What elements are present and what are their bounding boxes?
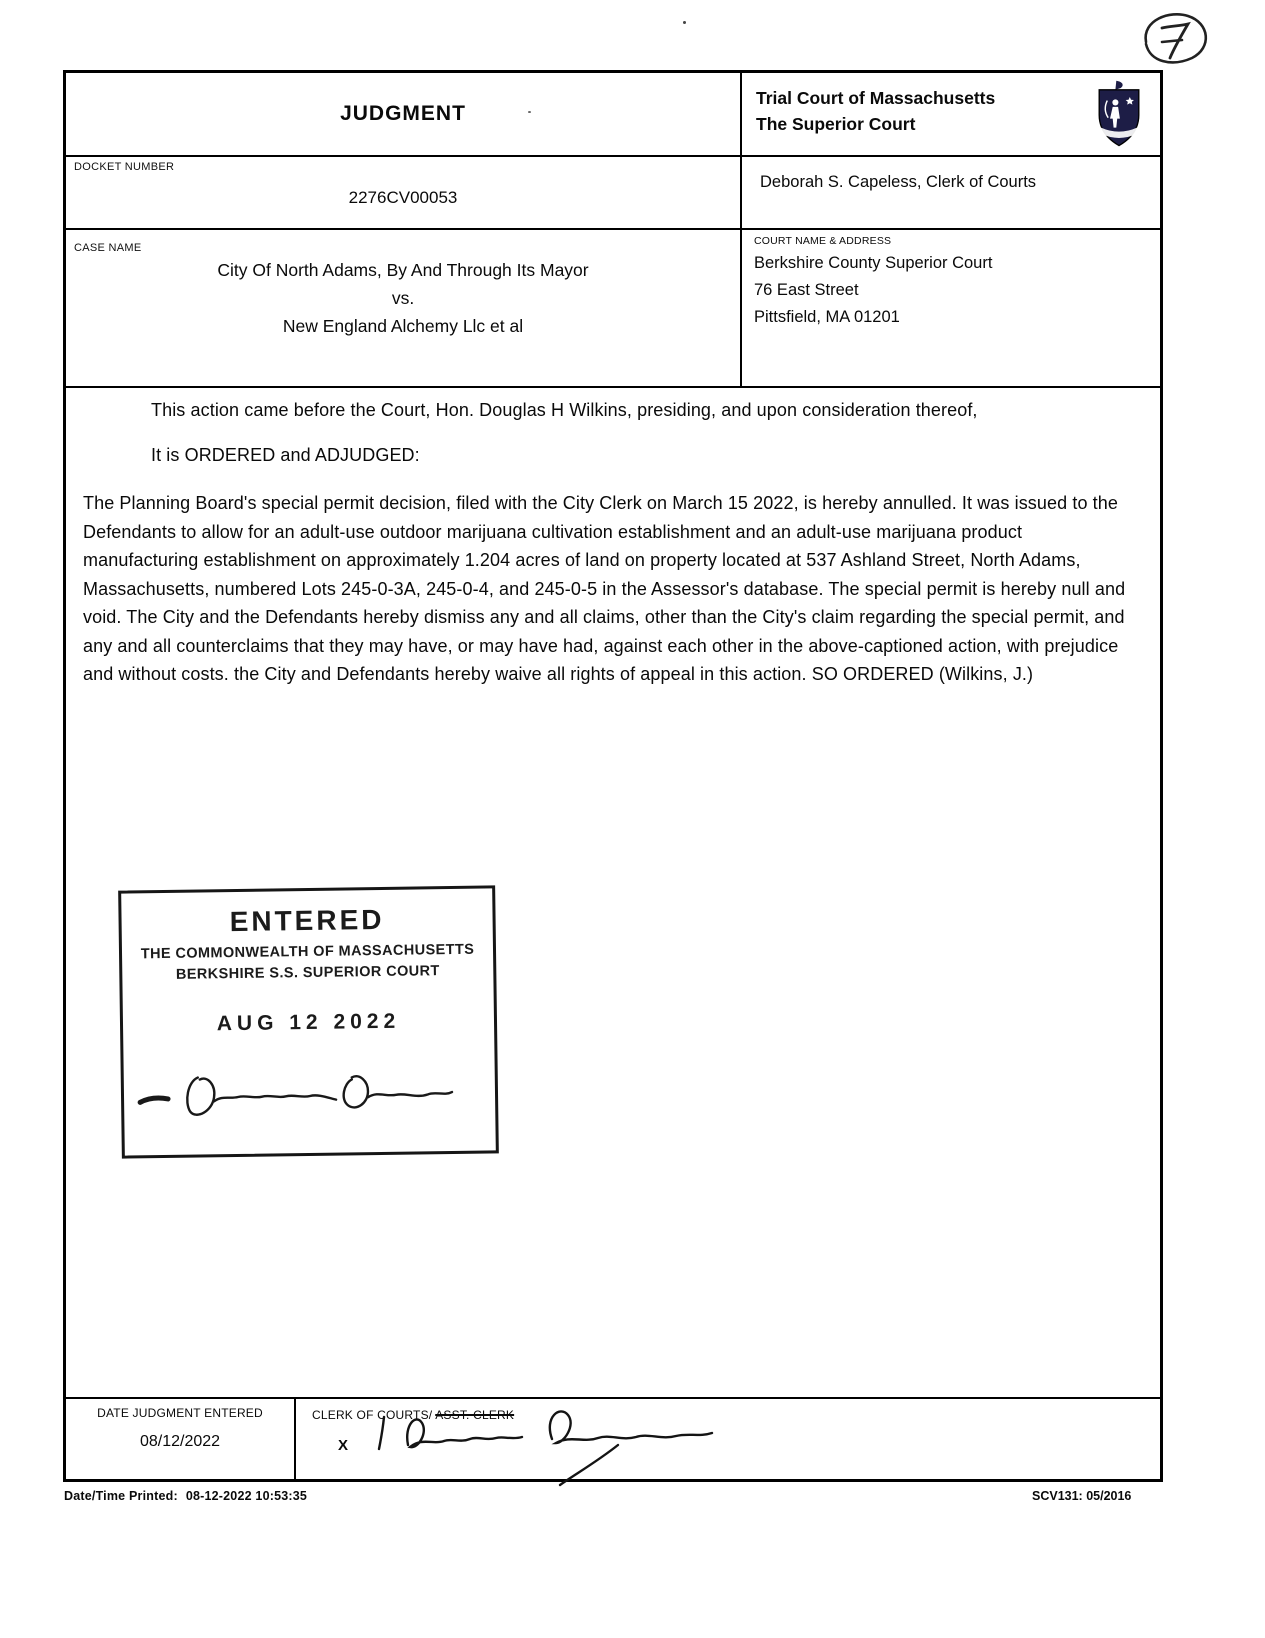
date-judgment-entered-cell [66,1399,296,1479]
docket-number-label: DOCKET NUMBER [74,161,175,173]
docket-number-cell [66,157,742,230]
court-address-cell [742,230,1160,388]
signature-row [66,1397,1160,1479]
clerk-of-courts-cell [742,157,1160,230]
entered-stamp [118,885,499,1158]
massachusetts-state-seal-icon [1092,79,1146,151]
clerk-signature-cell [296,1399,1160,1479]
court-address-city: Pittsfield, MA 01201 [754,308,900,326]
clerk-signature-footer [374,1391,719,1486]
party-plaintiff: City Of North Adams, By And Through Its Mayor [217,260,589,280]
court-division: The Superior Court [756,114,916,134]
header-title-cell [66,73,742,157]
date-time-printed-label: Date/Time Printed: [64,1489,178,1503]
judgment-text-paragraph: The Planning Board's special permit decision, filed with the City Clerk on March 15 2022, is hereby annulled. It was issued to the Defendants to allow for an adult-use outdoor marijuana cultivation establishment and an adult-use marijuana product manufacturing establishment on approximately 1.204 acres of land on property located at 537 Ashland Street, North Adams, Massachusetts, numbered Lots 245-0-3A, 245-0-4, and 245-0-5 in the Assessor's database. The special permit is hereby null and void. The City and the Defendants hereby dismiss any and all claims, other than the City's claim regarding the special permit, and any and all counterclaims that they may have, or may have had, against each other in the above-captioned action, with prejudice and without costs. the City and Defendants hereby waive all rights of appeal in this action. SO ORDERED (Wilkins, J.) [83,493,1126,684]
entered-stamp-title: ENTERED [229,903,385,938]
date-judgment-entered-label: DATE JUDGMENT ENTERED [97,1406,263,1420]
court-address-street: 76 East Street [754,281,859,299]
page-title: JUDGMENT [340,102,466,125]
docket-number-value: 2276CV00053 [348,187,458,207]
entered-stamp-line1: THE COMMONWEALTH OF MASSACHUSETTS [140,941,475,963]
signature-x-mark: X [338,1437,349,1454]
handwritten-page-number [1118,6,1218,70]
case-name-cell [66,230,742,388]
clerk-signature-label: CLERK OF COURTS/ [312,1408,433,1422]
header-court-cell [742,73,1160,157]
court-address-label: COURT NAME & ADDRESS [754,235,892,247]
clerk-signature-label-struck: ASST. CLERK [435,1408,515,1422]
scan-artifact-dot [683,21,686,24]
case-name-label: CASE NAME [74,242,142,254]
clerk-of-courts-name: Deborah S. Capeless, Clerk of Courts [760,173,1037,191]
order-heading: It is ORDERED and ADJUDGED: [151,444,420,465]
form-code: SCV131: 05/2016 [1032,1489,1132,1503]
entered-stamp-date: AUG 12 2022 [216,1009,401,1036]
date-time-printed-value: 08-12-2022 10:53:35 [185,1489,308,1503]
date-judgment-entered-value: 08/12/2022 [139,1433,221,1450]
judgment-form [63,70,1163,1482]
court-name: Trial Court of Massachusetts [756,88,996,108]
entered-stamp-line2: BERKSHIRE S.S. SUPERIOR COURT [175,963,440,983]
date-time-printed [64,1489,307,1503]
body-intro-paragraph: This action came before the Court, Hon. Douglas H Wilkins, presiding, and upon consideration thereof, [151,400,978,420]
versus-text: vs. [391,288,415,308]
form-grid [66,73,1160,1479]
clerk-signature-stamp [135,1054,456,1138]
party-defendant: New England Alchemy Llc et al [282,316,524,336]
court-address-name: Berkshire County Superior Court [754,254,993,272]
